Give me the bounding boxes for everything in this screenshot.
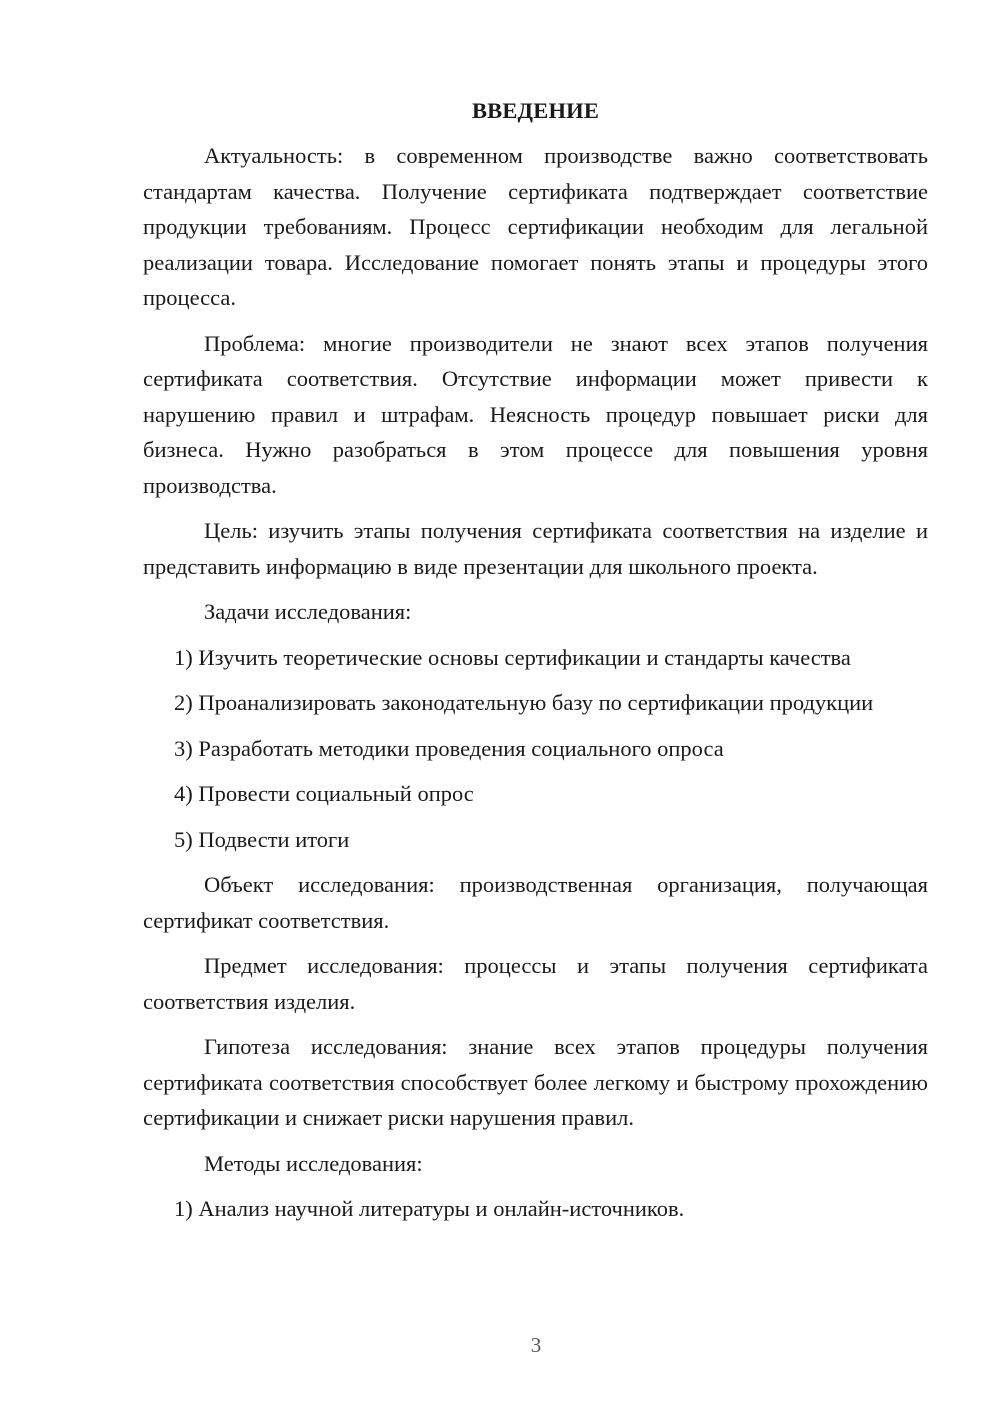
page-title: ВВЕДЕНИЕ xyxy=(471,98,600,123)
relevance-paragraph: Актуальность: в современном производстве важно соответствовать стандартам качества. Получение сертификата подтверждает соответствие продукции требованиям. Процесс сертификации необходим для легальной реализации товара. Исследование помогает понять этапы и процедуры этого процесса. xyxy=(143,143,928,310)
hypothesis-paragraph: Гипотеза исследования: знание всех этапов процедуры получения сертификата соответствия способствует более легкому и быстрому прохождению сертификации и снижает риски нарушения правил. xyxy=(143,1034,928,1130)
task-item-1: 1) Изучить теоретические основы сертификации и стандарты качества xyxy=(174,644,851,670)
task-item-4: 4) Провести социальный опрос xyxy=(174,781,474,806)
page-content xyxy=(143,96,928,1237)
goal-paragraph: Цель: изучить этапы получения сертификата соответствия на изделие и представить информацию в виде презентации для школьного проекта. xyxy=(143,518,928,579)
task-item-3: 3) Разработать методики проведения социального опроса xyxy=(174,735,724,761)
page-number: 3 xyxy=(530,1333,542,1357)
methods-heading: Методы исследования: xyxy=(204,1150,423,1176)
object-paragraph: Объект исследования: производственная организация, получающая сертификат соответствия. xyxy=(143,872,928,933)
problem-paragraph: Проблема: многие производители не знают всех этапов получения сертификата соответствия. Отсутствие информации может привести к нарушению правил и штрафам. Неясность процедур повышает риски для бизнеса. Нужно разобраться в этом процессе для повышения уровня производства. xyxy=(143,330,928,498)
task-item-5: 5) Подвести итоги xyxy=(174,826,350,852)
subject-paragraph: Предмет исследования: процессы и этапы получения сертификата соответствия изделия. xyxy=(143,953,928,1014)
tasks-heading: Задачи исследования: xyxy=(204,599,412,624)
task-item-2: 2) Проанализировать законодательную базу по сертификации продукции xyxy=(174,690,874,715)
method-item-1: 1) Анализ научной литературы и онлайн-источников. xyxy=(174,1196,685,1221)
